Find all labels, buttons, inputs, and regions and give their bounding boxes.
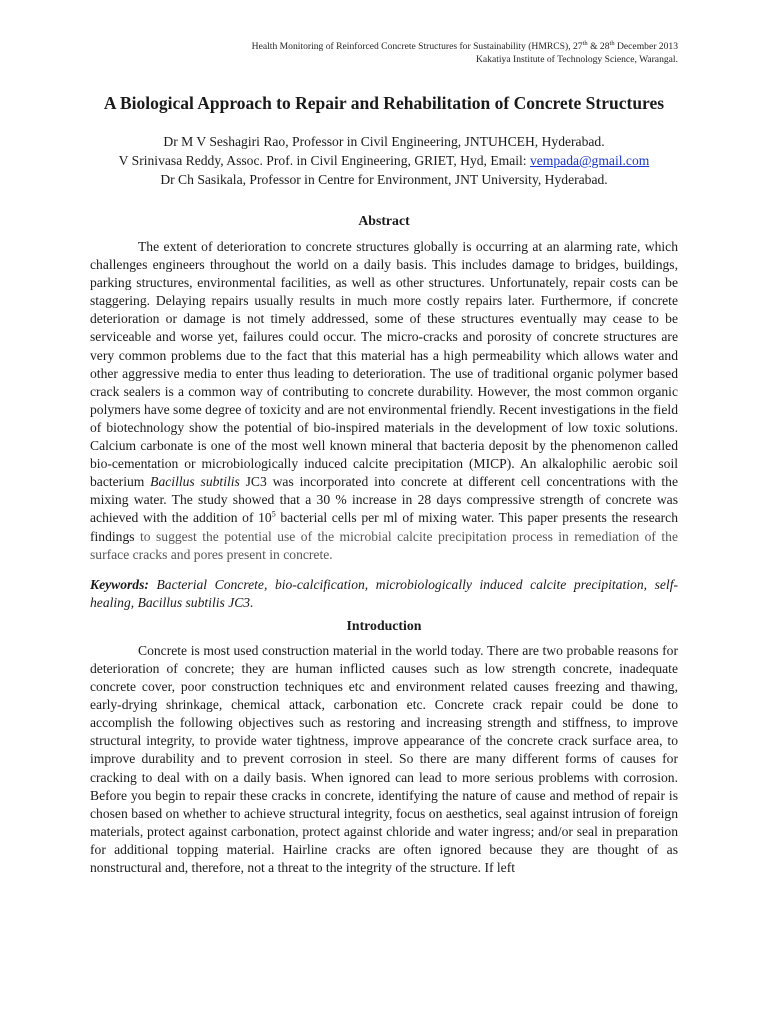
running-head-date2: & 28 [587,41,610,52]
introduction-heading: Introduction [346,617,422,633]
abstract-text-3: bacterial cells per ml of mixing water. This paper presents the research findings [90,510,678,544]
abstract-paragraph [90,238,678,564]
author-email-link[interactable]: vempada@gmail.com [529,153,650,168]
abstract-exponent: 5 [271,509,276,519]
keywords-text: Bacterial Concrete, bio-calcification, microbiologically induced calcite precipitation, self-healing, Bacillus subtilis JC3. [90,576,678,610]
author-1: Dr M V Seshagiri Rao, Professor in Civil Engineering, JNTUHCEH, Hyderabad. [163,134,605,149]
introduction-paragraph: Concrete is most used construction material in the world today. There are two probable reasons for deterioration of concrete; they are human inflicted causes such as low strength concrete, inadequate concrete cover, poor construction techniques etc and environment related causes freezing and thawing, early-drying shrinkage, chemical attack, carbonation etc. Concrete crack repair could be done to accomplish the following objectives such as restoring and increasing strength and stiffness, to improve structural integrity, to provide water tightness, improve appearance of the concrete crack surface area, to improve durability and to prevent corrosion in steel. So there are many different forms of causes for cracking to deal with on a daily basis. When ignored can lead to more serious problems with corrosion. Before you begin to repair these cracks in concrete, identifying the nature of cause and method of repair is chosen based on whether to achieve structural integrity, focus on aesthetics, seal against intrusion of foreign materials, protect against carbonation, protect against chloride and water ingress; and/or seal in preparation for additional topping material. Hairline cracks are often ignored because they are thought of as nonstructural and, therefore, not a threat to the integrity of the structure. If left [90,642,678,875]
abstract-heading: Abstract [358,213,410,228]
running-head-conference: Health Monitoring of Reinforced Concrete Structures for Sustainability (HMRCS), 27 [251,41,583,52]
abstract-text-2: JC3 was incorporated into concrete at different cell concentrations with the mixing water. The study showed that a 30 % increase in 28 days compressive strength of concrete was achieved with the addition of 10 [90,474,678,526]
abstract-species: Bacillus subtilis [150,474,240,490]
author-block [90,132,678,189]
introduction-section [90,617,678,877]
running-head-month: December 2013 [614,41,678,52]
running-head-line2: Kakatiya Institute of Technology Science, Warangal. [475,54,678,65]
running-head [90,40,678,66]
author-2-affiliation: V Srinivasa Reddy, Assoc. Prof. in Civil Engineering, GRIET, Hyd, Email: [118,153,530,168]
keywords-label: Keywords: [90,576,149,592]
abstract-section [90,212,678,564]
abstract-text-1: The extent of deterioration to concrete structures globally is occurring at an alarming rate, which challenges engineers throughout the world on a daily basis. This includes damage to bridges, buildings, parking structures, environmental facilities, as well as other structures. Unfortunately, repair costs can be staggering. Delaying repairs usually results in much more costly repairs later. Furthermore, if concrete deterioration or damage is not timely addressed, some of these structures eventually may cease to be serviceable and worse yet, failures could occur. The micro-cracks and porosity of concrete structures are very common problems due to the fact that this material has a high permeability which allows water and other aggressive media to enter thus leading to deterioration. The use of traditional organic polymer based crack sealers is a common way of contributing to concrete durability. However, the most common organic polymers have some degree of toxicity and are not environmental friendly. Recent investigations in the field of biotechnology show the potential of bio-inspired materials in the development of low toxic solutions. Calcium carbonate is one of the most well known mineral that bacteria deposit by the phenomenon called bio-cementation or microbiologically induced calcite precipitation (MICP). An alkalophilic aerobic soil bacterium [90,239,679,490]
author-3: Dr Ch Sasikala, Professor in Centre for Environment, JNT University, Hyderabad. [160,172,608,187]
paper-title: A Biological Approach to Repair and Rehabilitation of Concrete Structures [103,93,665,113]
running-head-line1 [90,40,678,53]
paper-page [90,40,678,877]
running-head-sup2: th [609,39,615,47]
abstract-text-faded: to suggest the potential use of the microbial calcite precipitation process in remediation of the surface cracks and pores present in concrete. [90,528,678,562]
running-head-sup1: th [582,39,588,47]
author-2 [90,151,678,170]
keywords-line [90,576,678,612]
